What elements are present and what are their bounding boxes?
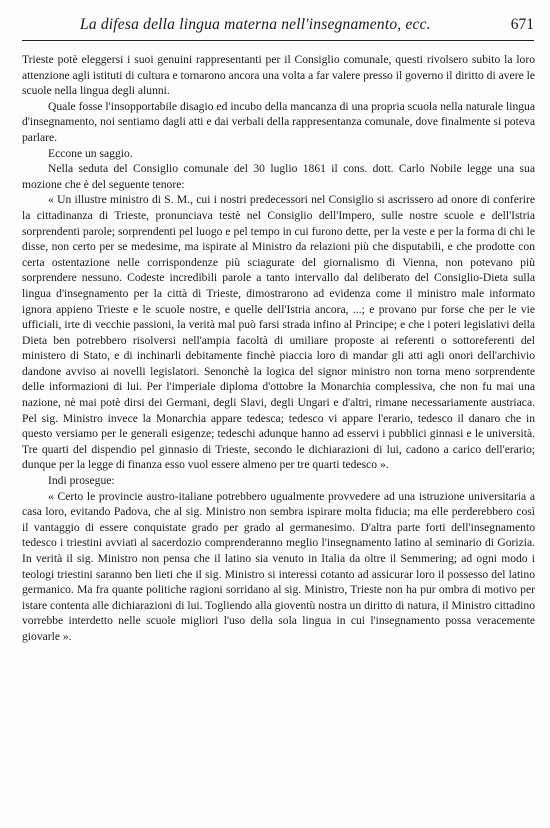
quotation-paragraph: « Un illustre ministro di S. M., cui i nostri predecessori nel Consiglio si ascrissero ad onore di conferire la cittadinanza di Trieste, pronunciava testè nel Consiglio dell'Impero, sulle nostre scuole e dell'Istria sorprendenti parole; sorprendenti pel luogo e pel tempo in cui furono dette, per la veste e per la forma di chi le disse, non certo per se medesime, ma ispirate al Ministro da relazioni più che disputabili, e che prodotte con certa ostentazione nelle corrispondenze più sciagurate del giornalismo di Vienna, non potevano più sorprendere nessuno. Codeste incredibili parole a tanto intervallo dal deliberato del Consiglio-Dieta sulla lingua d'insegnamento per la città di Trieste, dimostrarono ad evidenza come il ministro male informato ignora appieno Trieste e le scuole nostre, e quelle dell'Istria ancora, ...; e provano pur forse che per le vie ufficiali, irte di vecchie passioni, la verità mal può farsi strada infino al Principe; e che i poteri legislativi della Dieta ben potrebbero risolversi nell'ampia facoltà di umiliare proposte ai referenti o sottoreferenti del ministero di Stato, e di inchinarli debitamente finchè piaccia loro di mandar gli atti agli onori dell'archivio dandone avviso ai novelli legislatori. Senonchè la logica del signor ministro non torna meno sorprendente delle informazioni di lui. Per l'imperiale diploma d'ottobre la Monarchia complessiva, che non fu mai una nazione, nè mai potè dirsi dei Germani, degli Slavi, degli Ungari e d'altri, rimane necessariamente austriaca. Pel sig. Ministro invece la Monarchia appare tedesca; tedesco vi appare l'erario, tedesco il danaro che in questo versiamo per le generali esigenze; tedeschi adunque hanno ad esservi i pubblici ginnasi e le università. Tre quarti del dispendio pel ginnasio di Trieste, secondo le dichiarazioni di lui, cadono a carico dell'erario; dunque per la legge di finanza esso vuol essere almeno per tre quarti tedesco ». [22,193,535,472]
page-header [22,14,534,41]
paragraph-continuation: Trieste potè eleggersi i suoi genuini rappresentanti per il Consiglio comunale, questi rivolsero subito la loro attenzione agli istituti di cultura e tornarono ancora una volta a far valere presso il governo il diritto di avere le scuole nella lingua degli alunni. [22,53,535,98]
running-title: La difesa della lingua materna nell'insegnamento, ecc. [80,16,431,33]
paragraph: Quale fosse l'insopportabile disagio ed incubo della mancanza di una propria scuola nella naturale lingua d'insegnamento, noi sentiamo dagli atti e dai verbali della rappresentanza comunale, dove finalmente si poteva parlare. [22,99,535,144]
paragraph: Nella seduta del Consiglio comunale del 30 luglio 1861 il cons. dott. Carlo Nobile legge una sua mozione che è del seguente tenore: [22,162,535,191]
paragraph: Eccone un saggio. [48,146,133,160]
body-text [22,52,535,645]
paragraph: Indi prosegue: [48,474,115,488]
page-number: 671 [510,16,534,33]
quotation-paragraph: « Certo le provincie austro-italiane potrebbero ugualmente provvedere ad una istruzione universitaria a casa loro, evitando Padova, che al sig. Ministro non sembra ispirare molta fiducia; ma elle perderebbero così il vantaggio di essere conquistate grado per grado al germanesimo. D'altra parte forti dell'insegnamento tedesco i triestini avviati al sacerdozio comprenderanno meglio l'insegnamento latino al seminario di Gorizia. In verità il sig. Ministro non pensa che il latino sia venuto in Italia da oltre il Semmering; ad ogni modo i teologi triestini saranno ben lieti che il sig. Ministro si interessi cotanto ad assicurar loro il possesso del latino germanico. Ma fra quante politiche ragioni sorridano al sig. Ministro, Trieste non ha pur ombra di motivo per istare contenta alle dichiarazioni di lui. Togliendo alla gioventù nostra un diritto di natura, il Ministro cittadino vorrebbe interdetto nelle scuole migliori l'uso della sola lingua in cui l'insegnamento possa veracemente giovarle ». [22,489,535,643]
